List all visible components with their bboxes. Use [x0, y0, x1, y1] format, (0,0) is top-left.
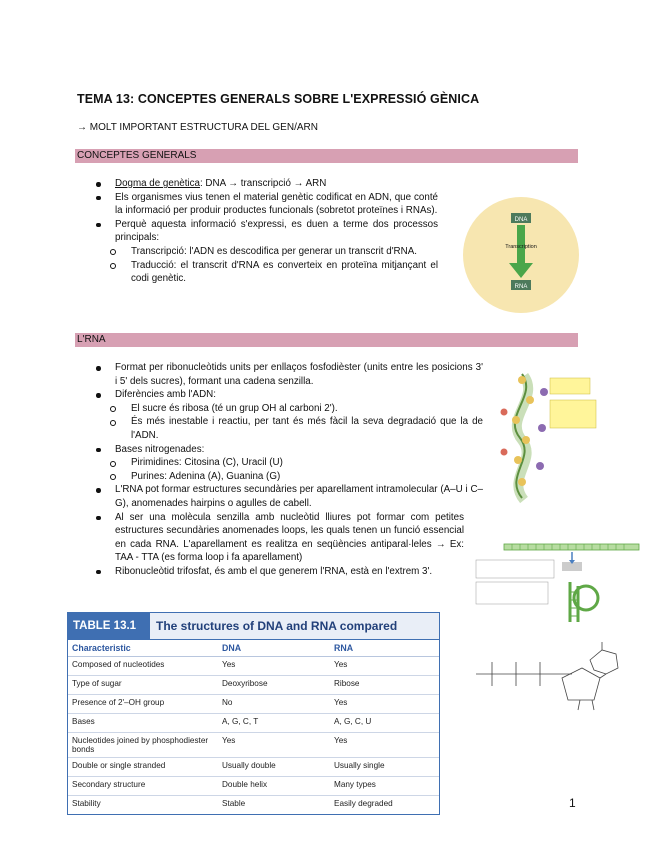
table-heading [68, 613, 439, 640]
table-row: Stability Stable Easily degraded [72, 799, 393, 808]
list-item: Format per ribonucleòtids units per enllaços fosfodièster (units entre les posicions 3' i 5' dels sucres), formant una cadena senzilla. [95, 361, 483, 388]
dogma-term: Dogma de genètica [115, 178, 200, 189]
column-header: DNA [218, 640, 330, 657]
bases-text: Bases nitrogenades: [115, 443, 205, 455]
table-row: Presence of 2'–OH group No Yes [68, 695, 439, 714]
page-number: 1 [569, 796, 576, 810]
section-header-rna: L'RNA [75, 333, 578, 347]
rna-strand-figure [492, 368, 604, 518]
sub-list-item: Transcripció: l'ADN es descodifica per generar un transcrit d'RNA. [95, 245, 438, 259]
table-row: Double or single stranded Usually double Usually single [68, 758, 439, 777]
list-item: L'RNA pot formar estructures secundàries per aparellament intramolecular (A–U i C–G), anomenades hairpins o agulles de cabell. [95, 483, 483, 510]
central-dogma-figure [462, 196, 580, 314]
transcription-label: Transcription [505, 244, 537, 250]
table-row: Type of sugar Deoxyribose Ribose [68, 676, 439, 695]
table-row: Composed of nucleotides Yes Yes [68, 657, 439, 676]
rna-hairpin-figure [474, 534, 644, 630]
rna-list [95, 361, 483, 579]
dna-label: DNA [514, 217, 528, 223]
ribonucleotide-triphosphate-structure [462, 638, 640, 724]
list-item [95, 388, 483, 442]
page-title: TEMA 13: CONCEPTES GENERALS SOBRE L'EXPRESSIÓ GÈNICA [77, 92, 480, 106]
list-item [95, 218, 438, 286]
table-row: Secondary structure Double helix Many types [68, 777, 439, 796]
list-item [95, 177, 438, 191]
list-item: Els organismes vius tenen el material genètic codificat en ADN, que conté la informació per produir productes funcionals (sobretot proteïnes i RNAs). [95, 191, 438, 218]
table-number: TABLE 13.1 [68, 613, 150, 639]
dogma-text: : DNA → transcripció → ARN [199, 178, 327, 189]
differences-text: Diferències amb l'ADN: [115, 389, 216, 401]
table-caption: The structures of DNA and RNA compared [150, 613, 439, 639]
list-item [95, 443, 483, 484]
table-row: Bases A, G, C, T A, G, C, U [68, 714, 439, 733]
column-header: RNA [330, 640, 439, 657]
comparison-grid [68, 640, 439, 814]
table-header-row [68, 640, 439, 657]
sub-list-item: Purines: Adenina (A), Guanina (G) [95, 470, 483, 484]
dna-rna-comparison-table [67, 612, 440, 815]
sub-list-item: Pirimidines: Citosina (C), Uracil (U) [95, 456, 483, 470]
sub-list-item: És més inestable i reactiu, per tant és més fàcil la seva degradació que la de l'ADN. [95, 415, 483, 442]
page-subtitle: → MOLT IMPORTANT ESTRUCTURA DEL GEN/ARN [77, 122, 318, 133]
table-row: Nucleotides joined by phosphodiester bonds Yes Yes [68, 733, 439, 758]
section-header-general-concepts: CONCEPTES GENERALS [75, 149, 578, 163]
sub-list-item: Traducció: el transcrit d'RNA es converteix en proteïna mitjançant el codi genètic. [95, 259, 438, 286]
rna-label: RNA [514, 284, 528, 290]
list-item: Al ser una molècula senzilla amb nucleòtid lliures pot formar com petites estructures secundàries anomenades loops, les quals tenen un funció essencial en cada RNA. L'aparellament es realitza en seqüències antiparal·leles → Ex: TAA - TTA (es forma loop i fa aparellament) [95, 511, 464, 565]
sub-list-item: El sucre és ribosa (té un grup OH al carboni 2'). [95, 402, 483, 416]
column-header: Characteristic [68, 640, 218, 657]
list-item: Ribonucleòtid trifosfat, és amb el que generem l'RNA, està en l'extrem 3'. [95, 565, 464, 579]
general-concepts-list [95, 177, 438, 286]
processes-text: Perquè aquesta informació s'expressi, es duen a terme dos processos principals: [115, 218, 438, 244]
